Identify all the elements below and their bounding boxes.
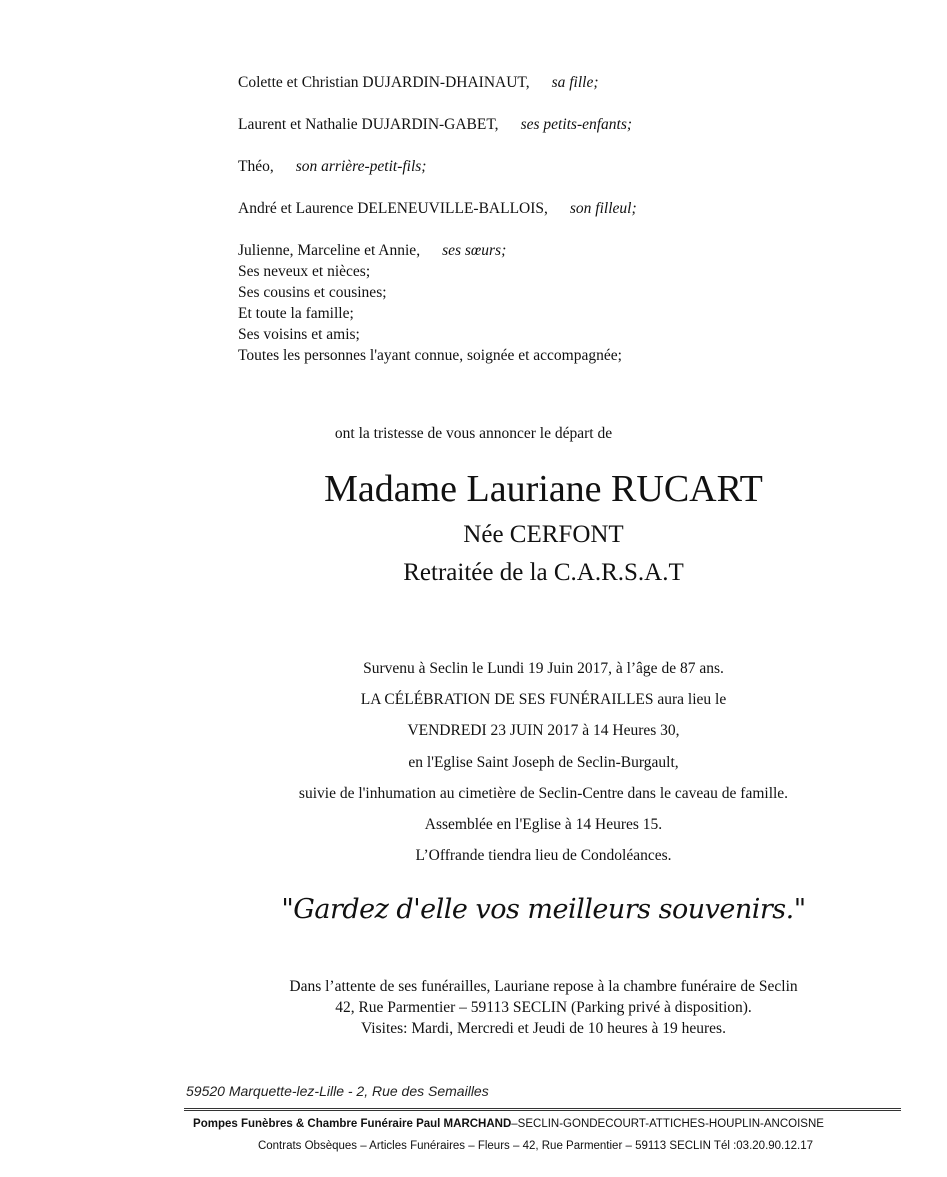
footer-divider	[184, 1108, 901, 1111]
family-daughter	[238, 72, 878, 93]
detail-line: Survenu à Seclin le Lundi 19 Juin 2017, à l’âge de 87 ans.	[363, 660, 724, 677]
family-godson	[238, 198, 878, 219]
family-godson-names: André et Laurence DELENEUVILLE-BALLOIS,	[238, 200, 548, 217]
family-great-grandson	[238, 156, 878, 177]
family-daughter-names: Colette et Christian DUJARDIN-DHAINAUT,	[238, 74, 530, 91]
detail-line: suivie de l'inhumation au cimetière de Seclin-Centre dans le caveau de famille.	[298, 784, 789, 802]
family-other-line: Ses voisins et amis;	[238, 326, 360, 343]
family-other-line: Ses neveux et nièces;	[238, 263, 371, 280]
funeral-details	[70, 657, 947, 875]
family-other-line: Toutes les personnes l'ayant connue, soignée et accompagnée;	[238, 347, 622, 364]
family-sisters-names: Julienne, Marceline et Annie,	[238, 242, 421, 259]
detail-line: L’Offrande tiendra lieu de Condoléances.	[415, 847, 672, 865]
detail-line: Assemblée en l'Eglise à 14 Heures 15.	[424, 815, 663, 833]
rest-info	[70, 976, 947, 1039]
rest-info-line: 42, Rue Parmentier – 59113 SECLIN (Parking privé à disposition).	[335, 999, 752, 1016]
family-other-line: Ses cousins et cousines;	[238, 284, 387, 301]
deceased-name: Madame Lauriane RUCART	[324, 468, 763, 510]
deceased-occupation: Retraitée de la C.A.R.S.A.T	[403, 559, 684, 586]
detail-line: VENDREDI 23 JUIN 2017 à 14 Heures 30,	[407, 722, 680, 740]
footer-locations: –SECLIN-GONDECOURT-ATTICHES-HOUPLIN-ANCOISNE	[511, 1118, 824, 1130]
family-great-grandson-names: Théo,	[238, 158, 274, 175]
footer-services: Contrats Obsèques – Articles Funéraires – Fleurs – 42, Rue Parmentier – 59113 SECLIN Tél :03.20.90.12.17	[257, 1140, 814, 1152]
footer-company-line	[0, 1118, 947, 1130]
family-godson-relation: son filleul;	[569, 200, 637, 217]
announcement-text: ont la tristesse de vous annoncer le départ de	[334, 425, 613, 442]
footer-company: Pompes Funèbres & Chambre Funéraire Paul MARCHAND	[193, 1118, 512, 1130]
family-grandchildren-names: Laurent et Nathalie DUJARDIN-GABET,	[238, 116, 499, 133]
deceased-birth-name: Née CERFONT	[463, 521, 624, 548]
rest-info-line: Visites: Mardi, Mercredi et Jeudi de 10 heures à 19 heures.	[361, 1020, 726, 1037]
detail-line: en l'Eglise Saint Joseph de Seclin-Burgault,	[408, 753, 679, 771]
family-list	[238, 72, 878, 366]
family-great-grandson-relation: son arrière-petit-fils;	[295, 158, 427, 175]
detail-line: LA CÉLÉBRATION DE SES FUNÉRAILLES aura lieu le	[360, 691, 727, 709]
family-other-line: Et toute la famille;	[238, 305, 354, 322]
family-daughter-relation: sa fille;	[551, 74, 599, 91]
memorial-quote: "Gardez d'elle vos meilleurs souvenirs."	[281, 894, 806, 925]
family-grandchildren	[238, 114, 878, 135]
family-sisters	[238, 240, 878, 261]
rest-info-line: Dans l’attente de ses funérailles, Lauriane repose à la chambre funéraire de Seclin	[289, 978, 798, 995]
family-grandchildren-relation: ses petits-enfants;	[520, 116, 633, 133]
funeral-home-address: 59520 Marquette-lez-Lille - 2, Rue des Semailles	[186, 1083, 489, 1099]
family-sisters-relation: ses sœurs;	[442, 242, 507, 259]
